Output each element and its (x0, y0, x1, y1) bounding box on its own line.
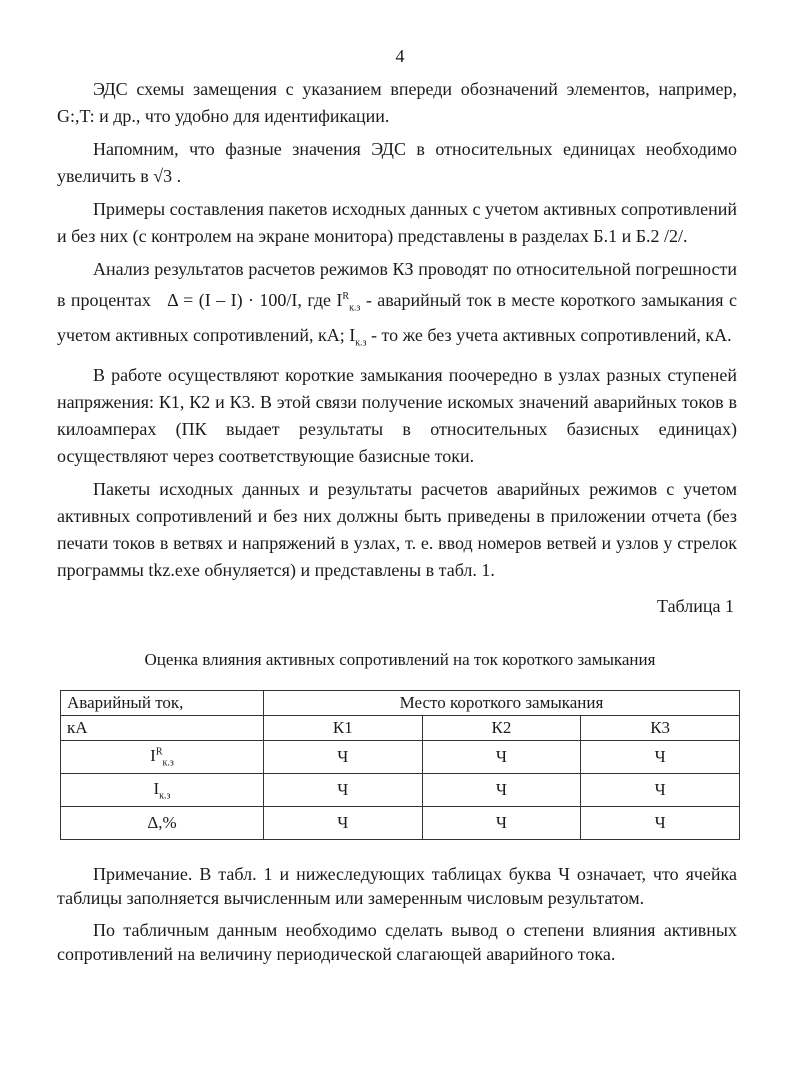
note-1: Примечание. В табл. 1 и нижеследующих таблицах буква Ч означает, что ячейка таблицы заполняется вычисленным или замеренным числовым результатом. (57, 864, 737, 908)
header-group: Место короткого замыкания (264, 691, 740, 716)
column-header-k1: К1 (264, 716, 423, 741)
table-row (61, 774, 740, 807)
table-cell: Ч (422, 741, 581, 774)
formula-sup-r: R (342, 291, 350, 302)
paragraph-4-after1: - аварийный ток в месте короткого замыкания с учетом активных сопротивлений, кА; I (57, 290, 737, 345)
note-2: По табличным данным необходимо сделать вывод о степени влияния активных сопротивлений на величину периодической слагающей аварийного тока. (57, 920, 737, 964)
paragraph-3: Примеры составления пакетов исходных данных с учетом активных сопротивлений и без них (с контролем на экране монитора) представлены в разделах Б.1 и Б.2 /2/. (57, 199, 737, 246)
paragraph-6: Пакеты исходных данных и результаты расчетов аварийных режимов с учетом активных сопротивлений и без них должны быть приведены в приложении отчета (без печати токов в ветвях и напряжений в узлах, т. е. ввод номеров ветвей и узлов у стрелок программы tkz.exe обнуляется) и представлены в табл. 1. (57, 479, 737, 581)
results-table (60, 690, 740, 840)
table-cell: Ч (581, 741, 740, 774)
table-cell: Ч (264, 807, 423, 840)
formula-sub-kz-2: к.з (355, 337, 367, 349)
table-caption: Таблица 1 (657, 596, 734, 616)
column-header-k3: К3 (581, 716, 740, 741)
paragraph-5: В работе осуществляют короткие замыкания поочередно в узлах разных ступеней напряжения: К1, К2 и К3. В этой связи получение искомых значений аварийных токов в килоамперах (ПК выдает результаты в относительных базисных единицах) осуществляют через соответствующие базисные токи. (57, 365, 737, 467)
table-cell: Ч (422, 774, 581, 807)
error-formula: Δ = (I – I) · 100/I (167, 290, 298, 310)
table-cell: Ч (581, 774, 740, 807)
header-left-bottom: кА (61, 716, 264, 741)
row-label: $I^R_{к.з}$ (61, 741, 264, 774)
body-text (57, 76, 737, 590)
paragraph-4 (57, 256, 737, 356)
header-left-top: Аварийный ток, (61, 691, 264, 716)
table-cell: Ч (264, 741, 423, 774)
table-header-row-2 (61, 716, 740, 741)
paragraph-1: ЭДС схемы замещения с указанием впереди обозначений элементов, например, G:,T: и др., что удобно для идентификации. (57, 79, 737, 126)
page-number: 4 (395, 46, 405, 66)
row-label: $I_{к.з}$ (61, 774, 264, 807)
column-header-k2: К2 (422, 716, 581, 741)
table-cell: Ч (581, 807, 740, 840)
table-title: Оценка влияния активных сопротивлений на ток короткого замыкания (144, 650, 656, 669)
paragraph-4-before: Анализ результатов расчетов режимов КЗ проводят по относительной погрешности в процентах (57, 259, 737, 310)
table-cell: Ч (264, 774, 423, 807)
table-cell: Ч (422, 807, 581, 840)
table-row (61, 741, 740, 774)
paragraph-4-after2: - то же без учета активных сопротивлений, кА. (366, 324, 732, 345)
formula-sub-kz: к.з (349, 302, 361, 314)
table-header-row-1 (61, 691, 740, 716)
paragraph-4-middle: , где I (297, 290, 343, 310)
row-label: Δ,% (61, 807, 264, 840)
notes (57, 862, 737, 974)
paragraph-2: Напомним, что фазные значения ЭДС в относительных единицах необходимо увеличить в √3 . (57, 139, 737, 186)
table-row (61, 807, 740, 840)
